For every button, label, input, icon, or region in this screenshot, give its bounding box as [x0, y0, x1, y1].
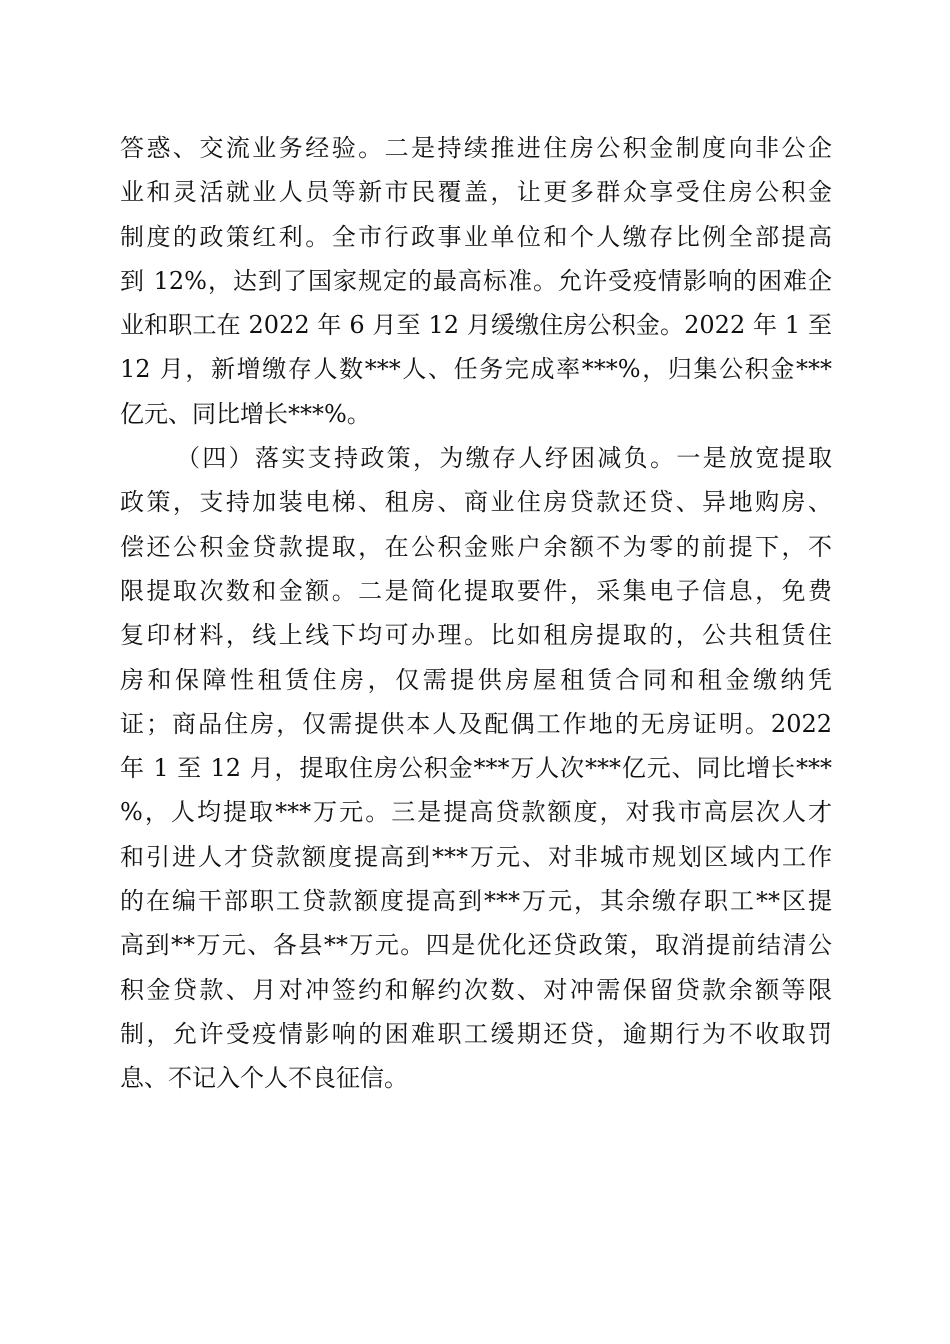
text-line: 亿元、同比增长***%。 [120, 399, 371, 428]
text-line: 息、不记入个人不良征信。 [120, 1064, 408, 1093]
text-line: 到 12%，达到了国家规定的最高标准。允许受疫情影响的困难企 [120, 266, 832, 295]
body-text [120, 126, 832, 1101]
text-line: 制度的政策红利。全市行政事业单位和个人缴存比例全部提高 [120, 222, 832, 251]
section-heading-line: （四）落实支持政策，为缴存人纾困减负。一是放宽提取 [176, 444, 832, 473]
text-line: 业和灵活就业人员等新市民覆盖，让更多群众享受住房公积金 [120, 178, 832, 207]
text-line: 业和职工在 2022 年 6 月至 12 月缓缴住房公积金。2022 年 1 至 [120, 311, 832, 340]
text-line: 积金贷款、月对冲签约和解约次数、对冲需保留贷款余额等限 [120, 975, 832, 1004]
text-line: 限提取次数和金额。二是简化提取要件，采集电子信息，免费 [120, 576, 832, 605]
text-line: 复印材料，线上线下均可办理。比如租房提取的，公共租赁住 [120, 621, 832, 650]
text-line: 房和保障性租赁住房，仅需提供房屋租赁合同和租金缴纳凭 [120, 665, 832, 694]
text-line: 政策，支持加装电梯、租房、商业住房贷款还贷、异地购房、 [120, 488, 832, 517]
text-line: 和引进人才贷款额度提高到***万元、对非城市规划区域内工作 [120, 842, 832, 871]
text-line: 的在编干部职工贷款额度提高到***万元，其余缴存职工**区提 [120, 887, 832, 916]
text-line: 制，允许受疫情影响的困难职工缓期还贷，逾期行为不收取罚 [120, 1019, 832, 1048]
text-line: 年 1 至 12 月，提取住房公积金***万人次***亿元、同比增长*** [120, 754, 832, 783]
text-line: 高到**万元、各县**万元。四是优化还贷政策，取消提前结清公 [120, 931, 832, 960]
text-line: 证；商品住房，仅需提供本人及配偶工作地的无房证明。2022 [120, 709, 832, 738]
text-line: 12 月，新增缴存人数***人、任务完成率***%，归集公积金*** [120, 355, 832, 384]
text-line: 答惑、交流业务经验。二是持续推进住房公积金制度向非公企 [120, 134, 832, 162]
text-line: 偿还公积金贷款提取，在公积金账户余额不为零的前提下，不 [120, 532, 832, 561]
text-line: %，人均提取***万元。三是提高贷款额度，对我市高层次人才 [120, 798, 832, 827]
